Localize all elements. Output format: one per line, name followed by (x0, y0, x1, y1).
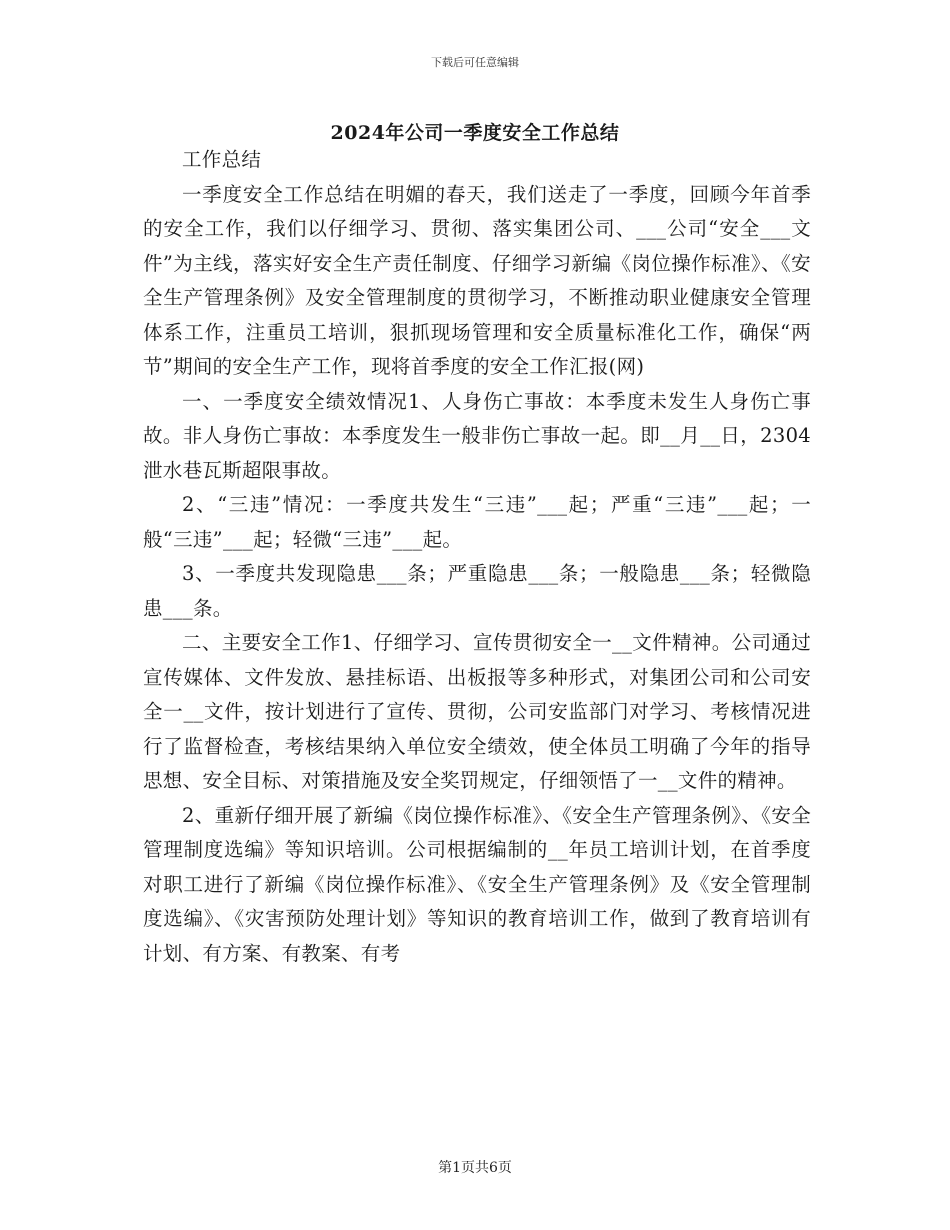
paragraph-violations: 2、“三违”情况：一季度共发生“三违”___起；严重“三违”___起；一般“三违”___起；轻微“三违”___起。 (143, 493, 811, 551)
paragraph-heading: 工作总结 (182, 148, 262, 171)
paragraph-training: 2、重新仔细开展了新编《岗位操作标准》、《安全生产管理条例》、《安全管理制度选编》等知识培训。公司根据编制的__年员工培训计划，在首季度对职工进行了新编《岗位操作标准》、《安全生产管理条例》及《安全管理制度选编》、《灾害预防处理计划》等知识的教育培训工作，做到了教育培训有计划、有方案、有教案、有考 (143, 803, 811, 965)
paragraph-hazards: 3、一季度共发现隐患___条；严重隐患___条；一般隐患___条；轻微隐患___条。 (143, 562, 811, 620)
header-note: 下载后可任意编辑 (431, 56, 519, 69)
document-title: 2024年公司一季度安全工作总结 (330, 122, 620, 144)
paragraph-performance: 一、一季度安全绩效情况1、人身伤亡事故：本季度未发生人身伤亡事故。非人身伤亡事故：本季度发生一般非伤亡事故一起。即__月__日，2304泄水巷瓦斯超限事故。 (143, 389, 811, 482)
document-body (143, 143, 811, 971)
paragraph-intro: 一季度安全工作总结在明媚的春天，我们送走了一季度，回顾今年首季的安全工作，我们以仔细学习、贯彻、落实集团公司、___公司“安全___文件”为主线，落实好安全生产责任制度、仔细学习新编《岗位操作标准》、《安全生产管理条例》及安全管理制度的贯彻学习，不断推动职业健康安全管理体系工作，注重员工培训，狠抓现场管理和安全质量标准化工作，确保“两节”期间的安全生产工作，现将首季度的安全工作汇报(网) (143, 182, 811, 378)
paragraph-main-work: 二、主要安全工作1、仔细学习、宣传贯彻安全一__文件精神。公司通过宣传媒体、文件发放、悬挂标语、出板报等多种形式，对集团公司和公司安全一__文件，按计划进行了宣传、贯彻，公司安监部门对学习、考核情况进行了监督检查，考核结果纳入单位安全绩效，使全体员工明确了今年的指导思想、安全目标、对策措施及安全奖罚规定，仔细领悟了一__文件的精神。 (143, 631, 811, 792)
page-number: 第1页共6页 (438, 1160, 512, 1176)
